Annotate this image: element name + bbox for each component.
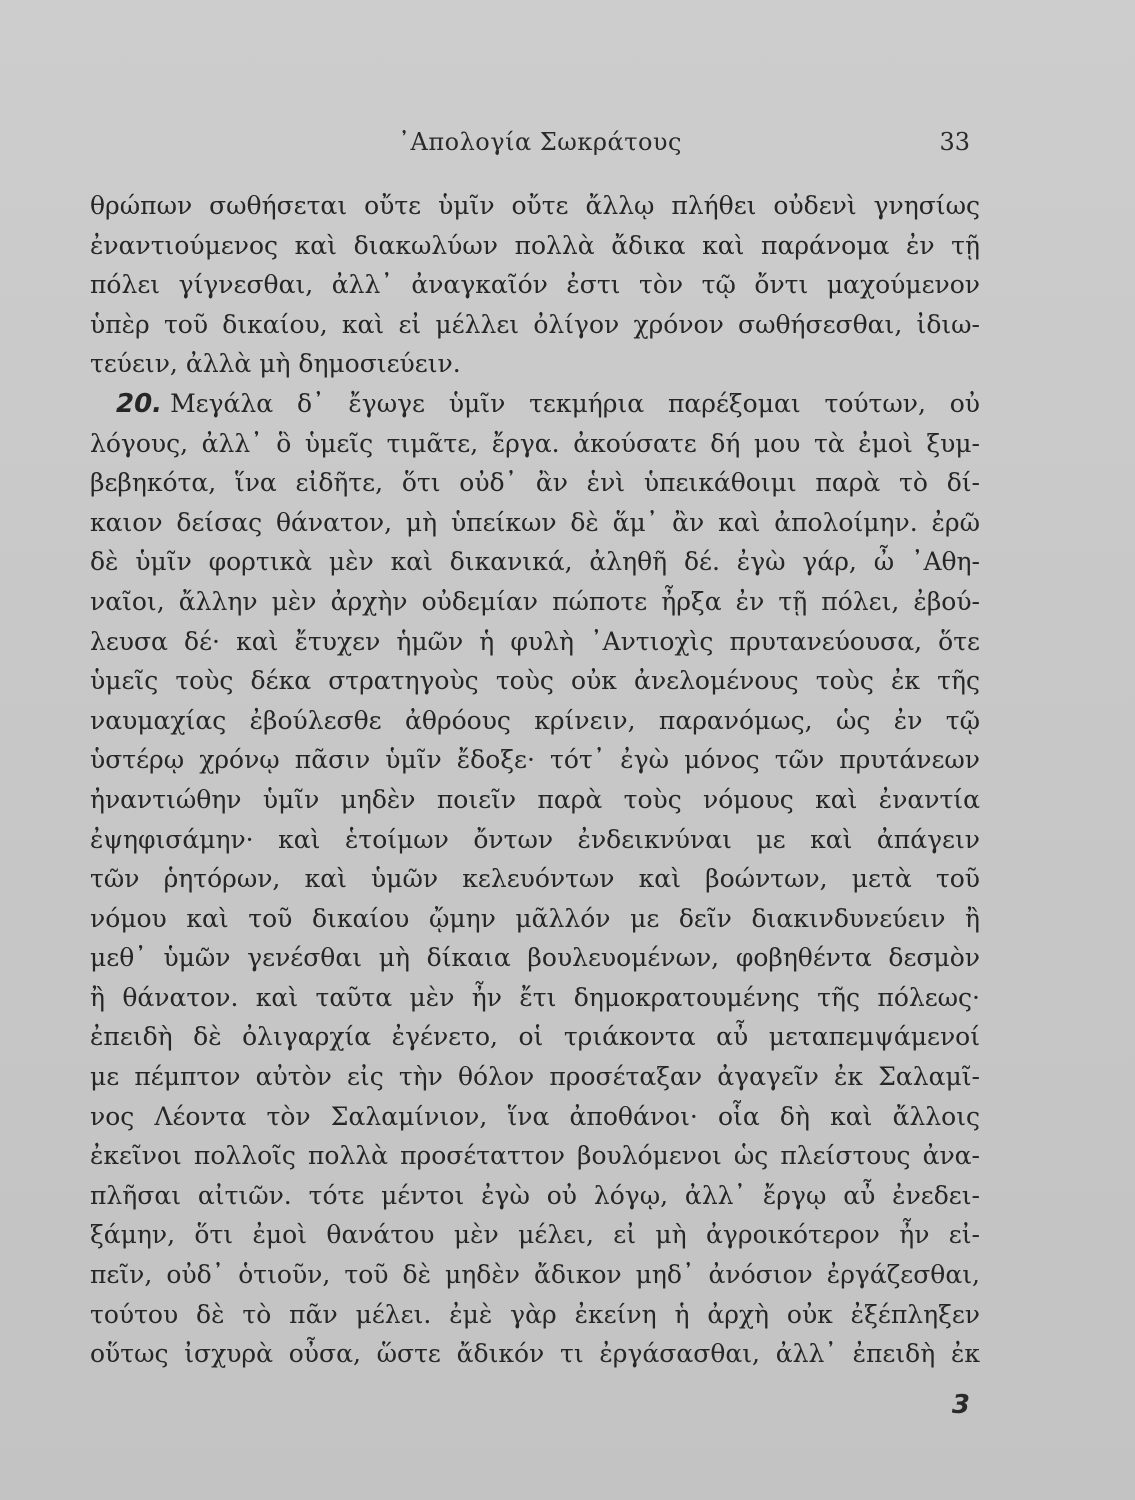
text-line: Μεγάλα δ᾿ ἔγωγε ὑμῖν τεκμήρια παρέξομαι τούτων, οὐ bbox=[170, 388, 980, 418]
text-line: ξάμην, ὅτι ἐμοὶ θανάτου μὲν μέλει, εἰ μὴ ἀγροικότερον ἦν εἰ- bbox=[90, 1220, 980, 1250]
text-line: μεθ᾿ ὑμῶν γενέσθαι μὴ δίκαια βουλευομένων, φοβηθέντα δεσμὸν bbox=[90, 943, 980, 973]
page-number: 33 bbox=[939, 128, 970, 156]
text-line: τῶν ῥητόρων, καὶ ὑμῶν κελευόντων καὶ βοώντων, μετὰ τοῦ bbox=[90, 864, 980, 894]
text-line: τούτου δὲ τὸ πᾶν μέλει. ἐμὲ γὰρ ἐκείνη ἡ ἀρχὴ οὐκ ἐξέπληξεν bbox=[90, 1299, 980, 1329]
text-line: ἢ θάνατον. καὶ ταῦτα μὲν ἦν ἔτι δημοκρατουμένης τῆς πόλεως· bbox=[90, 982, 980, 1012]
text-line: ναῖοι, ἄλλην μὲν ἀρχὴν οὐδεμίαν πώποτε ἦρξα ἐν τῇ πόλει, ἐβού- bbox=[90, 586, 980, 616]
text-line: θρώπων σωθήσεται οὔτε ὑμῖν οὔτε ἄλλῳ πλήθει οὐδενὶ γνησίως bbox=[90, 191, 980, 220]
text-line: με πέμπτον αὐτὸν εἰς τὴν θόλον προσέταξαν ἀγαγεῖν ἐκ Σαλαμῖ- bbox=[90, 1062, 980, 1092]
text-line: δὲ ὑμῖν φορτικὰ μὲν καὶ δικανικά, ἀληθῆ δέ. ἐγὼ γάρ, ὦ ᾿Αθη- bbox=[90, 547, 980, 577]
text-line: ἐναντιούμενος καὶ διακωλύων πολλὰ ἄδικα καὶ παράνομα ἐν τῇ bbox=[90, 230, 980, 260]
text-line: πόλει γίγνεσθαι, ἀλλ᾿ ἀναγκαῖόν ἐστι τὸν τῷ ὄντι μαχούμενον bbox=[90, 270, 980, 300]
running-header bbox=[90, 128, 990, 168]
running-title: ᾿Απολογία Σωκράτους bbox=[398, 128, 682, 156]
text-line: ναυμαχίας ἐβούλεσθε ἀθρόους κρίνειν, παρανόμως, ὡς ἐν τῷ bbox=[90, 705, 980, 735]
text-line: ὑμεῖς τοὺς δέκα στρατηγοὺς τοὺς οὐκ ἀνελομένους τοὺς ἐκ τῆς bbox=[90, 666, 980, 696]
text-line: νος Λέοντα τὸν Σαλαμίνιον, ἵνα ἀποθάνοι· οἷα δὴ καὶ ἄλλοις bbox=[90, 1101, 980, 1131]
text-line: λόγους, ἀλλ᾿ ὃ ὑμεῖς τιμᾶτε, ἔργα. ἀκούσατε δή μου τὰ ἐμοὶ ξυμ- bbox=[90, 428, 980, 458]
text-line: νόμου καὶ τοῦ δικαίου ᾤμην μᾶλλόν με δεῖν διακινδυνεύειν ἢ bbox=[90, 903, 980, 933]
text-line: τεύειν, ἀλλὰ μὴ δημοσιεύειν. bbox=[90, 349, 461, 379]
text-line: λευσα δέ· καὶ ἔτυχεν ἡμῶν ἡ φυλὴ ᾿Αντιοχὶς πρυτανεύουσα, ὅτε bbox=[90, 626, 980, 656]
text-line: καιον δείσας θάνατον, μὴ ὑπείκων δὲ ἅμ᾿ ἂν καὶ ἀπολοίμην. ἐρῶ bbox=[90, 507, 980, 537]
text-line: ἐψηφισάμην· καὶ ἑτοίμων ὄντων ἐνδεικνύναι με καὶ ἀπάγειν bbox=[90, 824, 980, 854]
text-line: οὕτως ἰσχυρὰ οὖσα, ὥστε ἄδικόν τι ἐργάσασθαι, ἀλλ᾿ ἐπειδὴ ἐκ bbox=[90, 1339, 980, 1369]
text-line: πεῖν, οὐδ᾿ ὁτιοῦν, τοῦ δὲ μηδὲν ἄδικον μηδ᾿ ἀνόσιον ἐργάζεσθαι, bbox=[90, 1260, 980, 1290]
text-line: ὑστέρῳ χρόνῳ πᾶσιν ὑμῖν ἔδοξε· τότ᾿ ἐγὼ μόνος τῶν πρυτάνεων bbox=[90, 745, 980, 775]
text-line: ἠναντιώθην ὑμῖν μηδὲν ποιεῖν παρὰ τοὺς νόμους καὶ ἐναντία bbox=[90, 784, 980, 814]
section-first-line bbox=[90, 384, 980, 424]
text-line: ἐκεῖνοι πολλοῖς πολλὰ προσέταττον βουλόμενοι ὡς πλείστους ἀνα- bbox=[90, 1141, 980, 1171]
text-line: πλῆσαι αἰτιῶν. τότε μέντοι ἐγὼ οὐ λόγῳ, ἀλλ᾿ ἔργῳ αὖ ἐνεδει- bbox=[90, 1180, 980, 1210]
text-line: ἐπειδὴ δὲ ὀλιγαρχία ἐγένετο, οἱ τριάκοντα αὖ μεταπεμψάμενοί bbox=[90, 1022, 980, 1052]
signature-mark: 3 bbox=[951, 1390, 970, 1420]
text-line: βεβηκότα, ἵνα εἰδῆτε, ὅτι οὐδ᾿ ἂν ἑνὶ ὑπεικάθοιμι παρὰ τὸ δί- bbox=[90, 468, 980, 498]
body-text bbox=[90, 186, 980, 1374]
section-number: 20. bbox=[116, 388, 163, 419]
text-line: ὑπὲρ τοῦ δικαίου, καὶ εἰ μέλλει ὀλίγον χρόνον σωθήσεσθαι, ἰδιω- bbox=[90, 309, 980, 339]
